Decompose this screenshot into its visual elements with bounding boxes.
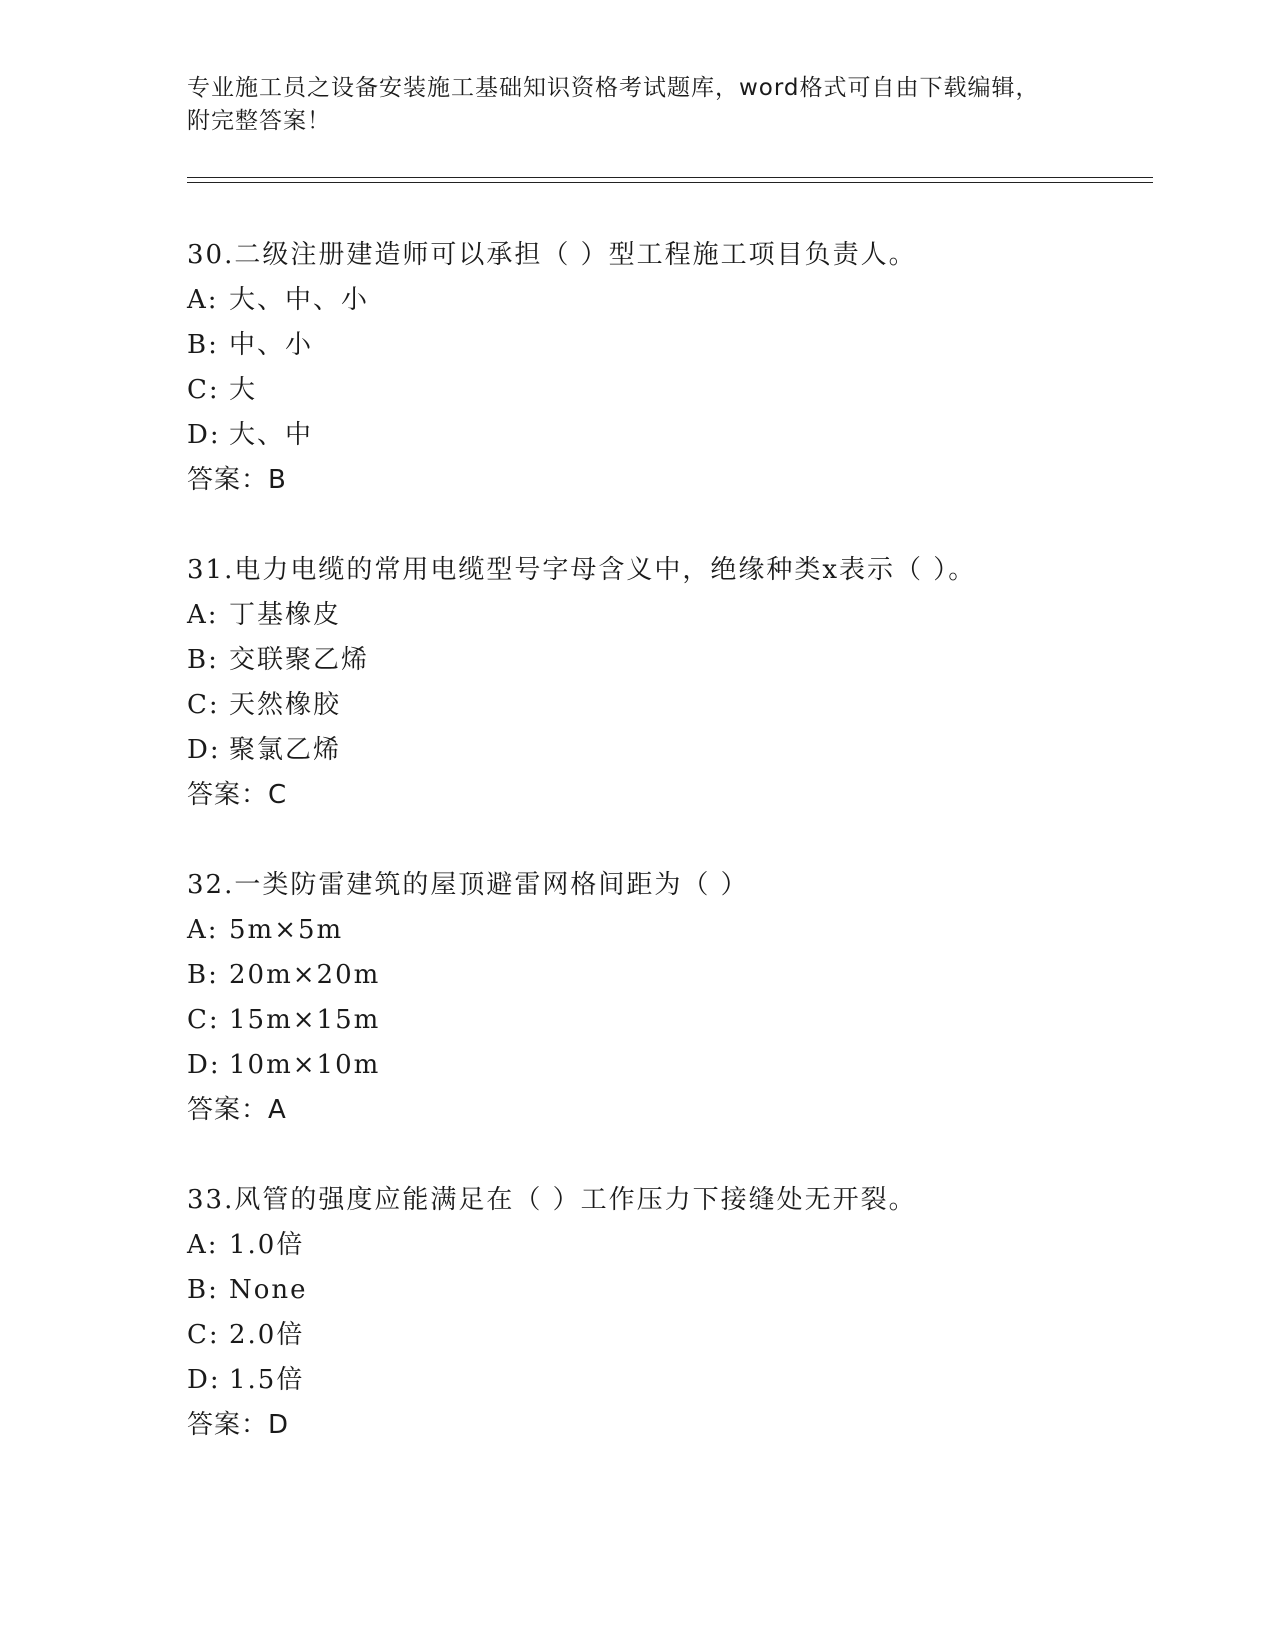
option-b [187,323,1167,368]
question-text: 33.风管的强度应能满足在（ ）工作压力下接缝处无开裂。 [187,1185,917,1215]
option-a [187,593,1167,638]
option-c [187,683,1167,728]
option-letter: A: [187,285,219,315]
option-letter: D: [187,735,221,765]
header-line-1: 专业施工员之设备安装施工基础知识资格考试题库，word格式可自由下载编辑， [187,75,1040,101]
document-header [187,72,1087,138]
option-a [187,278,1167,323]
option-text: 2.0倍 [229,1320,305,1350]
option-d [187,1043,1167,1088]
option-text: 10m×10m [229,1050,381,1080]
option-letter: A: [187,915,219,945]
option-text: 中、小 [229,330,314,360]
option-text: 大、中 [229,420,314,450]
option-a [187,1223,1167,1268]
header-line-2: 附完整答案！ [187,108,331,134]
option-d [187,728,1167,773]
option-letter: B: [187,330,219,360]
option-b [187,638,1167,683]
answer: 答案：D [187,1410,290,1440]
question-30 [187,232,1167,503]
option-text: 1.5倍 [229,1365,305,1395]
option-letter: B: [187,1275,219,1305]
option-letter: A: [187,600,219,630]
option-text: 20m×20m [229,960,381,990]
question-33 [187,1177,1167,1448]
option-c [187,998,1167,1043]
option-letter: B: [187,960,219,990]
header-divider-top [187,177,1153,178]
option-letter: C: [187,1005,220,1035]
option-letter: C: [187,1320,220,1350]
option-letter: B: [187,645,219,675]
option-text: 1.0倍 [229,1230,305,1260]
option-b [187,1268,1167,1313]
option-c [187,368,1167,413]
option-d [187,1358,1167,1403]
question-text: 32.一类防雷建筑的屋顶避雷网格间距为（ ） [187,870,749,900]
option-letter: A: [187,1230,219,1260]
header-divider-bottom [187,182,1153,183]
option-text: 大、中、小 [229,285,370,315]
answer: 答案：A [187,1095,287,1125]
answer: 答案：C [187,780,288,810]
option-text: 丁基橡皮 [229,600,342,630]
answer: 答案：B [187,465,287,495]
option-letter: D: [187,1365,221,1395]
option-d [187,413,1167,458]
option-text: 大 [229,375,258,405]
question-text: 30.二级注册建造师可以承担（ ）型工程施工项目负责人。 [187,240,917,270]
option-letter: C: [187,375,220,405]
option-text: 15m×15m [229,1005,381,1035]
option-a [187,908,1167,953]
option-letter: C: [187,690,220,720]
question-32 [187,862,1167,1133]
option-text: 聚氯乙烯 [229,735,342,765]
option-text: None [229,1275,308,1305]
option-letter: D: [187,1050,221,1080]
option-text: 5m×5m [229,915,344,945]
question-31 [187,547,1167,818]
option-letter: D: [187,420,221,450]
option-c [187,1313,1167,1358]
question-text: 31.电力电缆的常用电缆型号字母含义中，绝缘种类x表示（ ）。 [187,555,977,585]
option-text: 天然橡胶 [229,690,342,720]
option-text: 交联聚乙烯 [229,645,370,675]
option-b [187,953,1167,998]
